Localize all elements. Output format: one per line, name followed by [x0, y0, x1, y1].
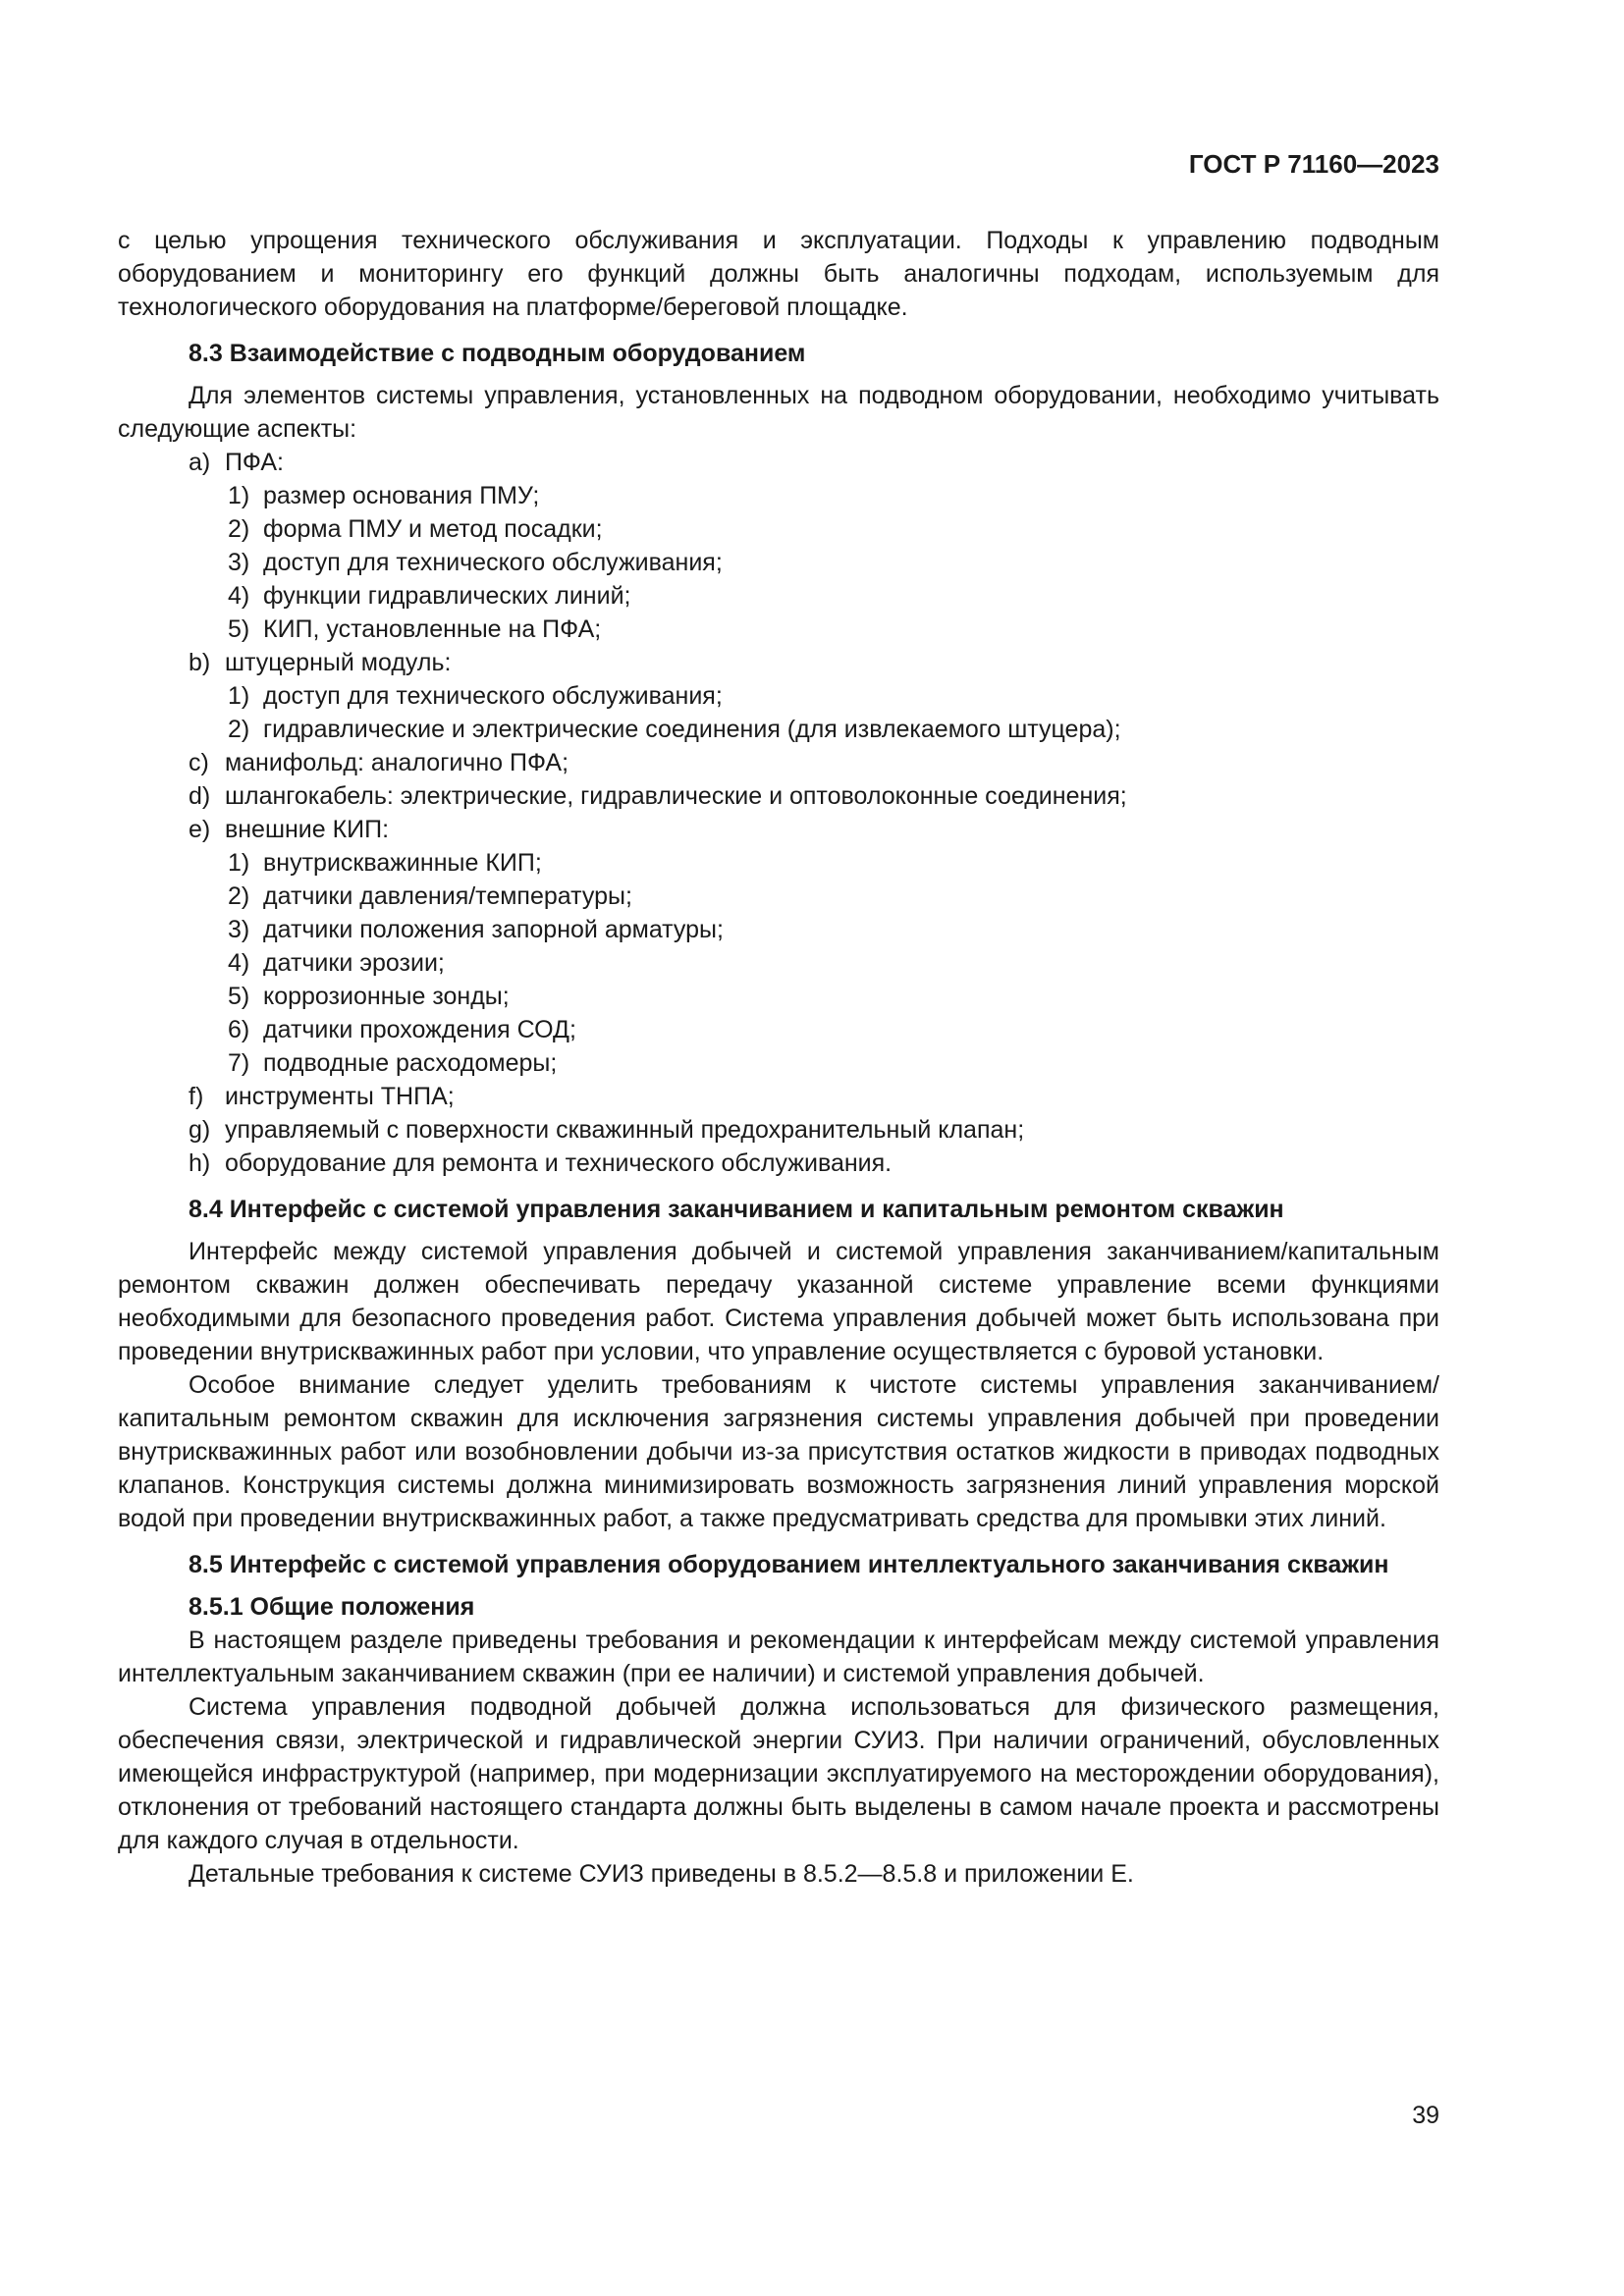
list-marker: h): [189, 1149, 211, 1177]
sub-list-item-text: доступ для технического обслуживания;: [263, 549, 723, 576]
sub-list-item-text: датчики давления/температуры;: [263, 882, 632, 910]
sub-list-item: [228, 546, 1439, 579]
sub-list-item: [228, 880, 1439, 913]
sub-list-item: [228, 846, 1439, 880]
sub-list-item: [228, 913, 1439, 946]
list-item-text: инструменты ТНПА;: [224, 1083, 455, 1110]
sub-list-item: [228, 1046, 1439, 1080]
document-header: ГОСТ Р 71160—2023: [1188, 149, 1439, 179]
list-item-text: штуцерный модуль:: [224, 649, 452, 676]
sub-list-marker: 6): [228, 1016, 250, 1043]
sub-list-item-text: внутрискважинные КИП;: [263, 849, 542, 877]
sub-list-marker: 4): [228, 949, 250, 977]
sub-list-marker: 2): [228, 515, 250, 543]
list-item: [189, 446, 1439, 646]
sub-list-item-text: датчики положения запорной арматуры;: [263, 916, 724, 943]
sub-list-marker: 2): [228, 882, 250, 910]
sub-list-item-text: подводные расходомеры;: [263, 1049, 558, 1077]
sub-list-item-text: размер основания ПМУ;: [263, 482, 540, 509]
list-item: [189, 746, 1439, 779]
list-marker: g): [189, 1116, 211, 1144]
section-8-5-1-heading: 8.5.1 Общие положения: [189, 1593, 475, 1621]
section-8-4-heading: 8.4 Интерфейс с системой управления заканчиванием и капитальным ремонтом скважин: [189, 1196, 1284, 1223]
sub-list-marker: 3): [228, 916, 250, 943]
list-item-text: оборудование для ремонта и технического обслуживания.: [224, 1149, 893, 1177]
list-item: [189, 779, 1439, 813]
sub-list-item-text: датчики эрозии;: [263, 949, 445, 977]
section-8-5-heading: 8.5 Интерфейс с системой управления оборудованием интеллектуального заканчивания скважин: [189, 1551, 1389, 1578]
list-item-text: управляемый с поверхности скважинный предохранительный клапан;: [224, 1116, 1025, 1144]
list-marker: d): [189, 782, 211, 810]
intro-paragraph: с целью упрощения технического обслуживания и эксплуатации. Подходы к управлению подводным оборудованием и мониторингу его функций должны быть аналогичны подходам, используемым для технологического оборудования на платформе/береговой площадке.: [118, 227, 1439, 321]
list-item: [189, 646, 1439, 746]
section-8-3-heading: 8.3 Взаимодействие с подводным оборудованием: [189, 340, 806, 367]
sub-list-item: [228, 679, 1439, 713]
list-item: [189, 1080, 1439, 1113]
sub-list-item-text: КИП, установленные на ПФА;: [263, 615, 602, 643]
sub-list-item-text: доступ для технического обслуживания;: [263, 682, 723, 710]
section-8-4-paragraph-1: Интерфейс между системой управления добычей и системой управления заканчиванием/капитальным ремонтом скважин должен обеспечивать передачу указанной системе управление всеми функциями необходимыми для безопасного проведения работ. Система управления добычей может быть использована при проведении внутрискважинных работ при условии, что управление осуществляется с буровой установки.: [118, 1238, 1439, 1365]
sub-list-item-text: коррозионные зонды;: [263, 983, 510, 1010]
sub-list-item: [228, 512, 1439, 546]
list-item: [189, 1113, 1439, 1147]
sub-list-marker: 1): [228, 682, 250, 710]
sub-list-item: [228, 613, 1439, 646]
sub-list-marker: 1): [228, 482, 250, 509]
section-8-5-1-paragraph-2: Система управления подводной добычей должна использоваться для физического размещения, обеспечения связи, электрической и гидравлической энергии СУИЗ. При наличии ограничений, обусловленных имеющейся инфраструктурой (например, при модернизации эксплуатируемого на месторождении оборудования), отклонения от требований настоящего стандарта должны быть выделены в самом начале проекта и рассмотрены для каждого случая в отдельности.: [118, 1693, 1439, 1854]
sub-list: [189, 846, 1439, 1080]
list-item: [189, 813, 1439, 1080]
list-marker: f): [189, 1083, 204, 1110]
list-item-text: манифольд: аналогично ПФА;: [224, 749, 569, 776]
sub-list-marker: 7): [228, 1049, 250, 1077]
page-number: 39: [1412, 2102, 1439, 2129]
list-item: [189, 1147, 1439, 1180]
sub-list-marker: 2): [228, 716, 250, 743]
section-8-3-lead: Для элементов системы управления, установленных на подводном оборудовании, необходимо учитывать следующие аспекты:: [118, 382, 1439, 443]
sub-list: [189, 679, 1439, 746]
list-item-text: ПФА:: [224, 449, 284, 476]
sub-list-item: [228, 579, 1439, 613]
section-8-5-1-paragraph-3: Детальные требования к системе СУИЗ приведены в 8.5.2—8.5.8 и приложении Е.: [189, 1860, 1134, 1888]
sub-list-item: [228, 713, 1439, 746]
sub-list-item: [228, 1013, 1439, 1046]
sub-list-item-text: гидравлические и электрические соединения (для извлекаемого штуцера);: [263, 716, 1121, 743]
sub-list-marker: 5): [228, 615, 250, 643]
section-8-4-paragraph-2: Особое внимание следует уделить требованиям к чистоте системы управления заканчиванием/капитальным ремонтом скважин для исключения загрязнения системы управления добычей при проведении внутрискважинных работ или возобновлении добычи из-за присутствия остатков жидкости в приводах подводных клапанов. Конструкция системы должна минимизировать возможность загрязнения линий управления морской водой при проведении внутрискважинных работ, а также предусматривать средства для промывки этих линий.: [118, 1371, 1439, 1532]
sub-list-item-text: функции гидравлических линий;: [263, 582, 631, 610]
sub-list-item-text: датчики прохождения СОД;: [263, 1016, 576, 1043]
list-marker: a): [189, 449, 211, 476]
sub-list-marker: 4): [228, 582, 250, 610]
sub-list-marker: 3): [228, 549, 250, 576]
list-item-text: внешние КИП:: [224, 816, 390, 843]
sub-list-item: [228, 980, 1439, 1013]
sub-list: [189, 479, 1439, 646]
sub-list-item: [228, 946, 1439, 980]
list-marker: c): [189, 749, 209, 776]
list-item-text: шлангокабель: электрические, гидравлические и оптоволоконные соединения;: [224, 782, 1127, 810]
list-marker: e): [189, 816, 211, 843]
section-8-5-1-paragraph-1: В настоящем разделе приведены требования и рекомендации к интерфейсам между системой управления интеллектуальным заканчиванием скважин (при ее наличии) и системой управления добычей.: [118, 1627, 1439, 1687]
section-8-3-list: [118, 446, 1439, 1180]
sub-list-marker: 1): [228, 849, 250, 877]
sub-list-marker: 5): [228, 983, 250, 1010]
sub-list-item: [228, 479, 1439, 512]
document-body: [118, 224, 1439, 1891]
sub-list-item-text: форма ПМУ и метод посадки;: [263, 515, 603, 543]
list-marker: b): [189, 649, 211, 676]
